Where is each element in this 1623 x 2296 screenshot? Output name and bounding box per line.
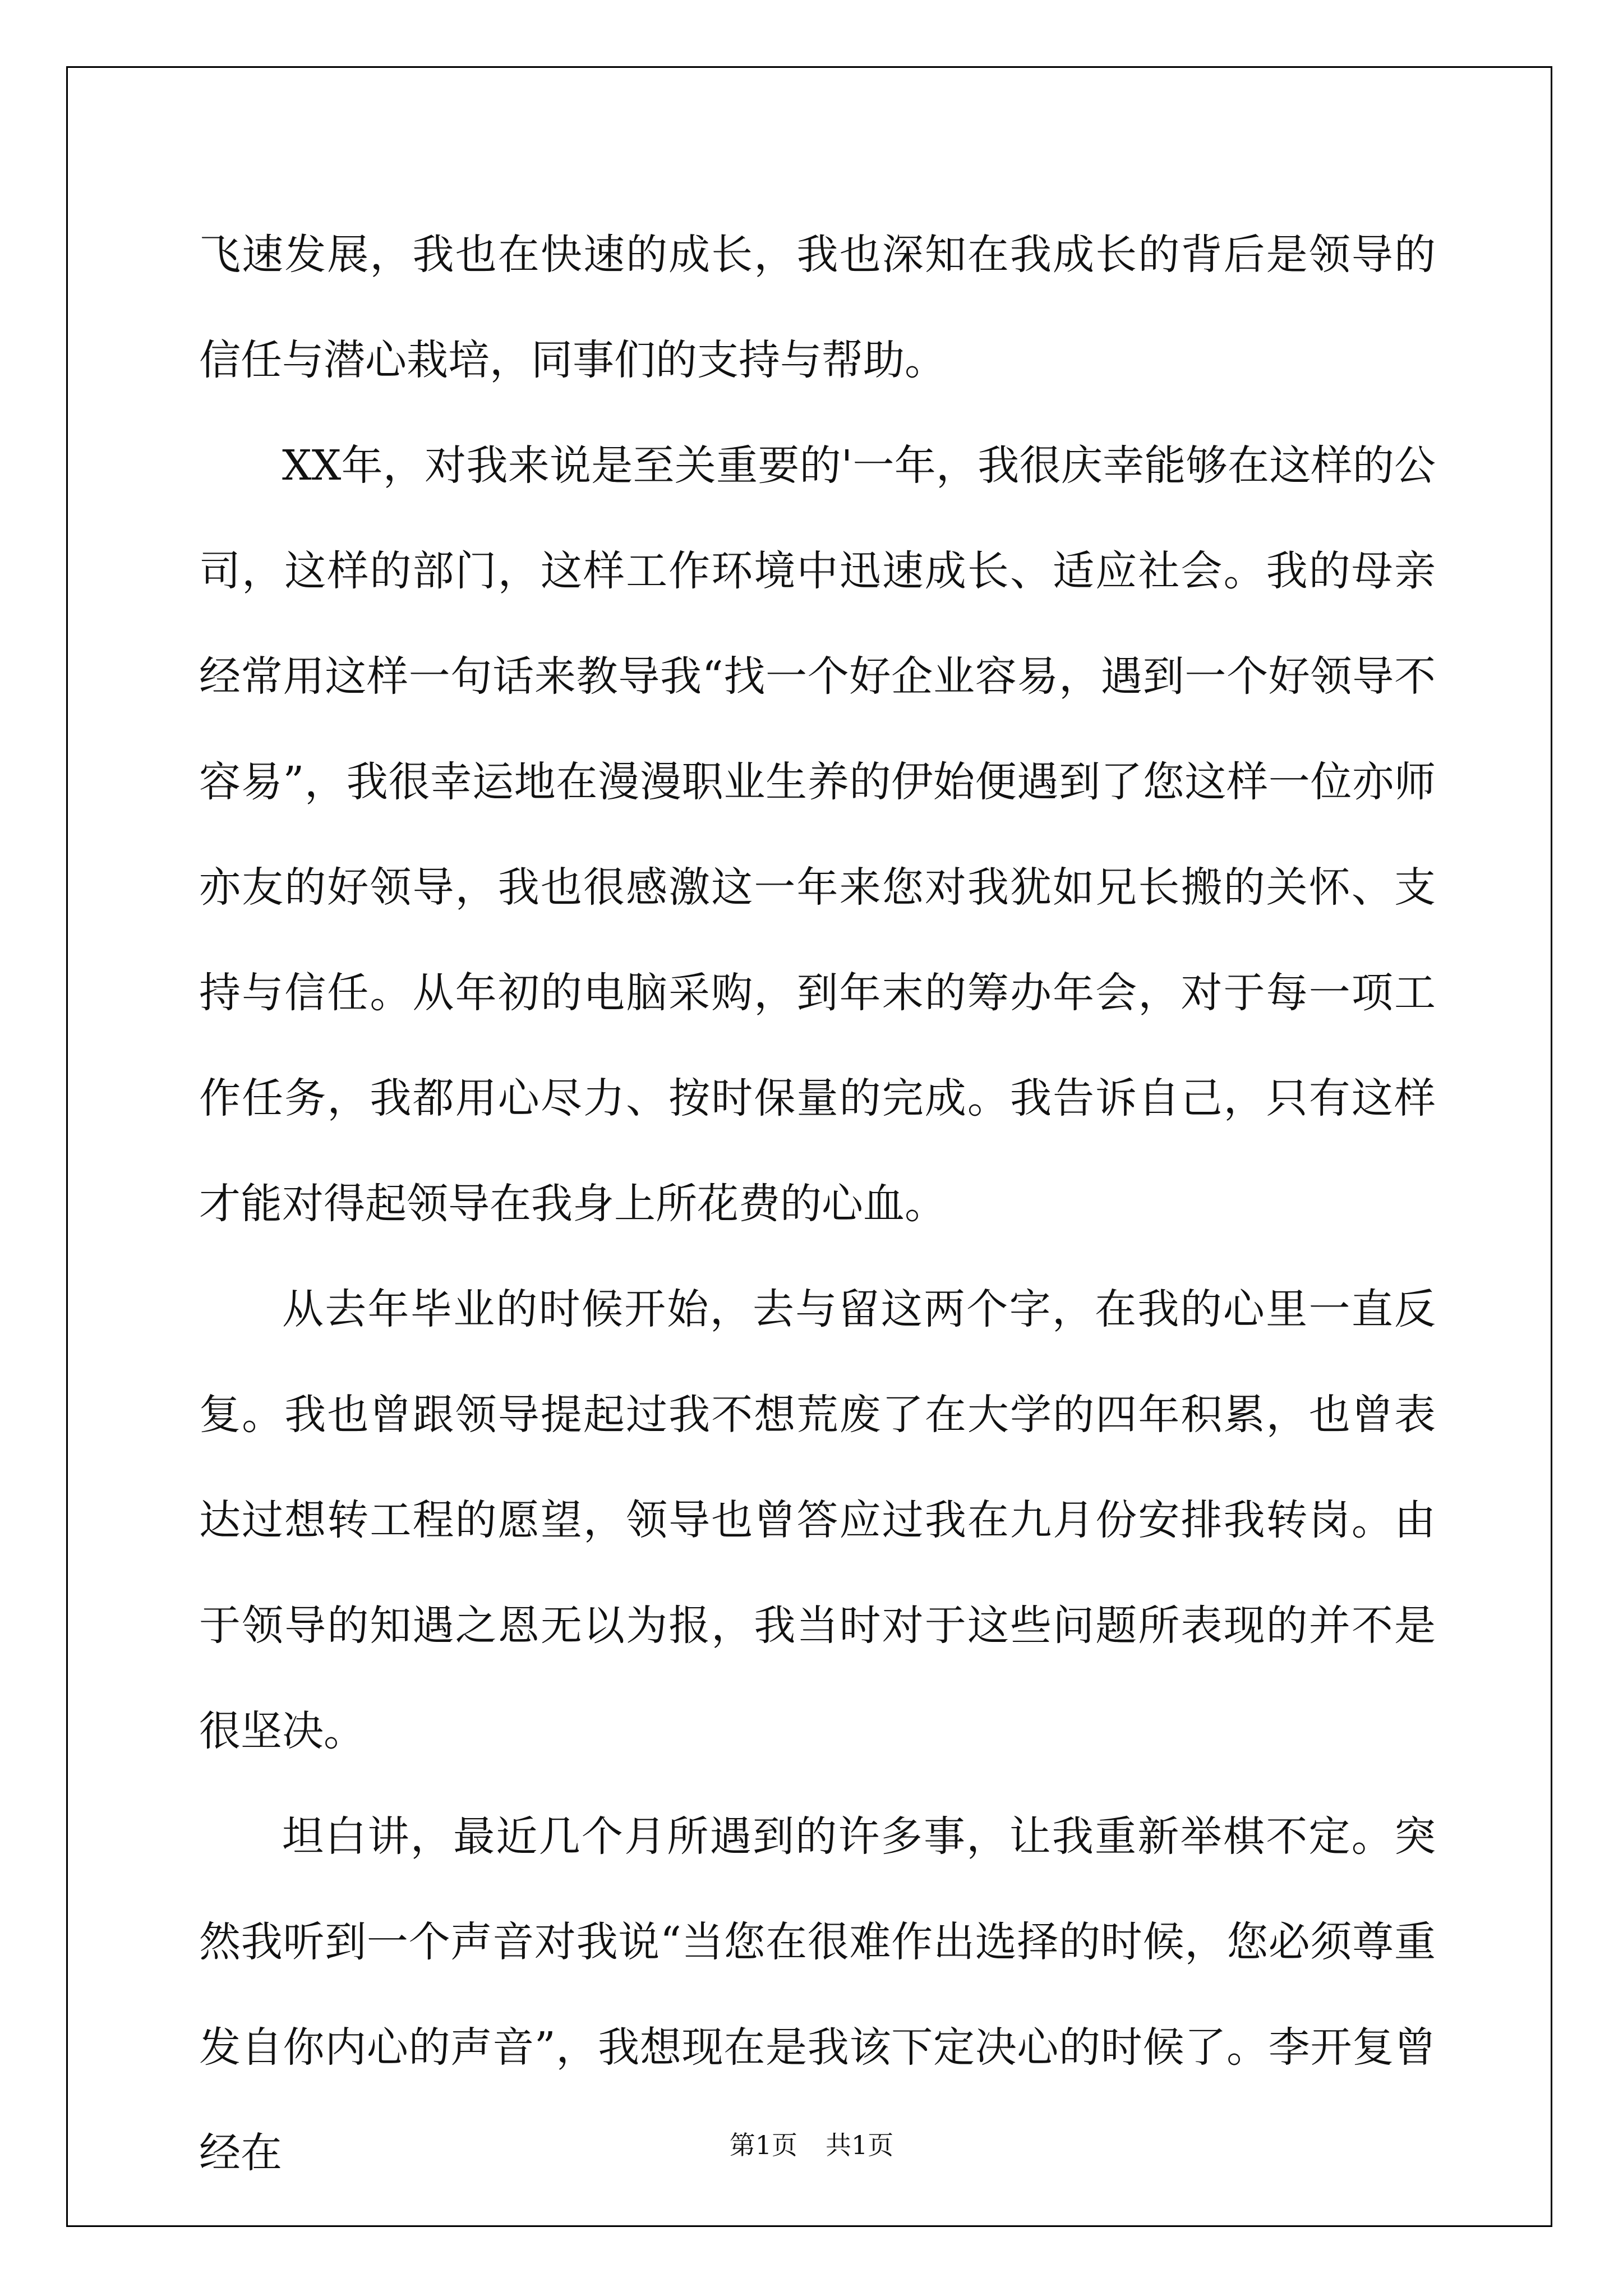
paragraph-2: XX年，对我来说是至关重要的'一年，我很庆幸能够在这样的公司，这样的部门，这样工作环境中迅速成长、适应社会。我的母亲经常用这样一句话来教导我“找一个好企业容易，遇到一个好领导不容易”，我很幸运地在漫漫职业生养的伊始便遇到了您这样一位亦师亦友的好领导，我也很感激这一年来您对我犹如兄长搬的关怀、支持与信任。从年初的电脑采购，到年末的筹办年会，对于每一项工作任务，我都用心尽力、按时保量的完成。我告诉自己，只有这样才能对得起领导在我身上所花费的心血。 (199, 441, 1436, 1228)
paragraph-1: 飞速发展，我也在快速的成长，我也深知在我成长的背后是领导的信任与潜心栽培，同事们的支持与帮助。 (199, 231, 1436, 384)
page-number: 第1页 (729, 2130, 797, 2160)
paragraph-4: 坦白讲，最近几个月所遇到的许多事，让我重新举棋不定。突然我听到一个声音对我说“当您在很难作出选择的时候，您必须尊重发自你内心的声音”，我想现在是我该下定决心的时候了。李开复曾经在 (199, 1812, 1436, 2177)
page-total: 共1页 (826, 2130, 894, 2160)
page-footer (0, 2125, 1623, 2162)
paragraph-3: 从去年毕业的时候开始，去与留这两个字，在我的心里一直反复。我也曾跟领导提起过我不想荒废了在大学的四年积累，也曾表达过想转工程的愿望，领导也曾答应过我在九月份安排我转岗。由于领导的知遇之恩无以为报，我当时对于这些问题所表现的并不是很坚决。 (199, 1285, 1436, 1755)
document-body (199, 202, 1436, 2206)
